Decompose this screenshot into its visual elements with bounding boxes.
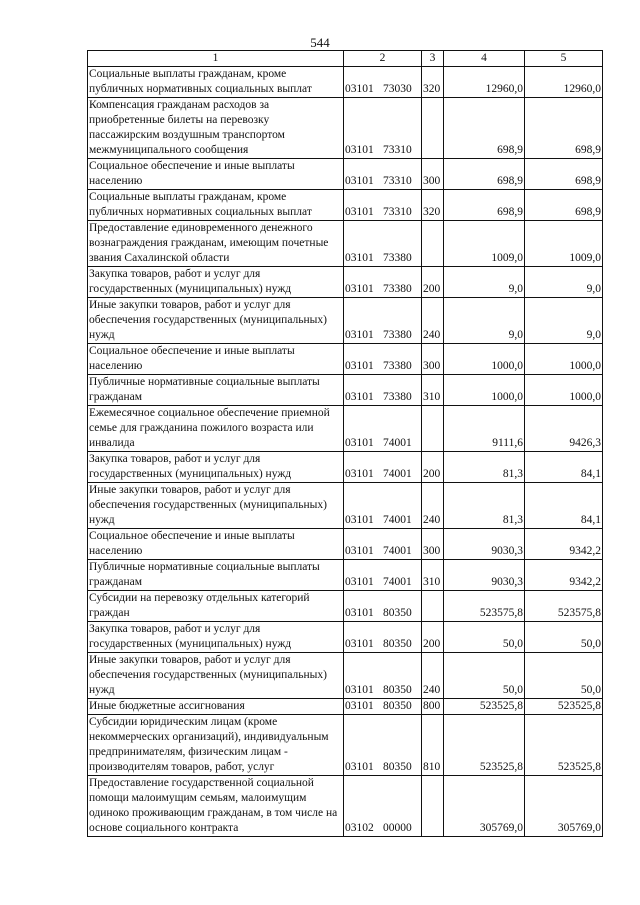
row-name: Социальное обеспечение и иные выплаты населению (88, 529, 344, 560)
header-col-2: 2 (344, 51, 422, 67)
row-code (344, 190, 422, 221)
table-row (88, 221, 603, 267)
row-expense-type: 300 (422, 344, 444, 375)
row-code-direction: 73380 (383, 391, 412, 403)
row-value-col4: 523525,8 (444, 715, 525, 776)
row-value-col4: 9111,6 (444, 406, 525, 452)
row-code-direction: 74001 (383, 514, 412, 526)
table-row (88, 375, 603, 406)
table-row (88, 699, 603, 715)
row-code-direction: 00000 (383, 822, 412, 834)
row-expense-type: 300 (422, 529, 444, 560)
table-body (88, 67, 603, 837)
row-value-col4: 9030,3 (444, 529, 525, 560)
row-code (344, 344, 422, 375)
row-value-col5: 9,0 (525, 267, 603, 298)
row-name: Социальное обеспечение и иные выплаты населению (88, 159, 344, 190)
row-code (344, 483, 422, 529)
row-value-col5: 698,9 (525, 159, 603, 190)
header-col-1: 1 (88, 51, 344, 67)
row-expense-type: 200 (422, 267, 444, 298)
header-col-4: 4 (444, 51, 525, 67)
row-name: Иные закупки товаров, работ и услуг для обеспечения государственных (муниципальных) нужд (88, 653, 344, 699)
row-value-col5: 305769,0 (525, 776, 603, 837)
table-row (88, 190, 603, 221)
row-code (344, 452, 422, 483)
row-code-direction: 73380 (383, 360, 412, 372)
row-name: Предоставление государственной социальной помощи малоимущим семьям, малоимущим одиноко проживающим гражданам, в том числе на основе социального контракта (88, 776, 344, 837)
row-value-col4: 523575,8 (444, 591, 525, 622)
row-code (344, 267, 422, 298)
row-expense-type: 200 (422, 452, 444, 483)
row-value-col4: 698,9 (444, 159, 525, 190)
row-code (344, 159, 422, 190)
table-row (88, 159, 603, 190)
row-value-col4: 12960,0 (444, 67, 525, 98)
table-row (88, 591, 603, 622)
row-code-direction: 73310 (383, 175, 412, 187)
table-row (88, 560, 603, 591)
row-value-col5: 50,0 (525, 653, 603, 699)
table-row (88, 67, 603, 98)
row-name: Иные закупки товаров, работ и услуг для обеспечения государственных (муниципальных) нужд (88, 298, 344, 344)
row-name: Закупка товаров, работ и услуг для государственных (муниципальных) нужд (88, 452, 344, 483)
row-code-direction: 74001 (383, 576, 412, 588)
table-row (88, 298, 603, 344)
header-col-3: 3 (422, 51, 444, 67)
header-row (88, 51, 603, 67)
row-value-col4: 50,0 (444, 653, 525, 699)
row-code (344, 591, 422, 622)
row-value-col4: 50,0 (444, 622, 525, 653)
row-name: Субсидии юридическим лицам (кроме некоммерческих организаций), индивидуальным предпринимателям, физическим лицам - производителям товаров, работ, услуг (88, 715, 344, 776)
row-value-col5: 523575,8 (525, 591, 603, 622)
row-code-program: 03101 (345, 437, 374, 449)
row-code-direction: 80350 (383, 684, 412, 696)
table-row (88, 98, 603, 159)
row-value-col5: 523525,8 (525, 715, 603, 776)
row-code-program: 03101 (345, 684, 374, 696)
row-value-col5: 698,9 (525, 98, 603, 159)
row-expense-type (422, 98, 444, 159)
row-value-col5: 1000,0 (525, 344, 603, 375)
row-value-col5: 84,1 (525, 452, 603, 483)
row-code (344, 715, 422, 776)
row-name: Предоставление единовременного денежного вознаграждения гражданам, имеющим почетные звания Сахалинской области (88, 221, 344, 267)
budget-table (87, 50, 603, 837)
row-code-direction: 74001 (383, 545, 412, 557)
row-code-direction: 73310 (383, 206, 412, 218)
row-code-program: 03101 (345, 468, 374, 480)
row-expense-type: 310 (422, 560, 444, 591)
row-code-program: 03101 (345, 175, 374, 187)
row-value-col4: 1009,0 (444, 221, 525, 267)
row-value-col4: 1000,0 (444, 344, 525, 375)
row-value-col4: 698,9 (444, 98, 525, 159)
row-value-col4: 698,9 (444, 190, 525, 221)
row-value-col5: 9342,2 (525, 529, 603, 560)
table-row (88, 344, 603, 375)
row-expense-type (422, 776, 444, 837)
row-value-col5: 12960,0 (525, 67, 603, 98)
row-code (344, 298, 422, 344)
row-expense-type: 300 (422, 159, 444, 190)
row-code (344, 98, 422, 159)
row-value-col4: 9,0 (444, 298, 525, 344)
table-row (88, 267, 603, 298)
row-code-program: 03101 (345, 360, 374, 372)
row-name: Иные закупки товаров, работ и услуг для обеспечения государственных (муниципальных) нужд (88, 483, 344, 529)
row-name: Закупка товаров, работ и услуг для государственных (муниципальных) нужд (88, 622, 344, 653)
row-code (344, 406, 422, 452)
row-code-program: 03101 (345, 283, 374, 295)
row-code-direction: 80350 (383, 607, 412, 619)
row-expense-type: 200 (422, 622, 444, 653)
row-code-direction: 80350 (383, 638, 412, 650)
row-code-program: 03101 (345, 391, 374, 403)
row-name: Публичные нормативные социальные выплаты гражданам (88, 375, 344, 406)
row-code-program: 03101 (345, 514, 374, 526)
page-number: 544 (310, 35, 330, 50)
row-value-col4: 9030,3 (444, 560, 525, 591)
row-name: Субсидии на перевозку отдельных категорий граждан (88, 591, 344, 622)
row-value-col4: 81,3 (444, 452, 525, 483)
row-code-program: 03101 (345, 329, 374, 341)
table-row (88, 776, 603, 837)
table-row (88, 622, 603, 653)
row-code (344, 67, 422, 98)
row-code-direction: 73030 (383, 83, 412, 95)
row-code-program: 03101 (345, 576, 374, 588)
row-expense-type: 310 (422, 375, 444, 406)
row-code-direction: 80350 (383, 761, 412, 773)
table-row (88, 653, 603, 699)
row-value-col5: 698,9 (525, 190, 603, 221)
row-code-program: 03101 (345, 252, 374, 264)
row-value-col5: 1009,0 (525, 221, 603, 267)
row-name: Публичные нормативные социальные выплаты гражданам (88, 560, 344, 591)
row-expense-type: 240 (422, 298, 444, 344)
row-expense-type: 240 (422, 483, 444, 529)
row-value-col5: 9342,2 (525, 560, 603, 591)
row-code (344, 622, 422, 653)
row-expense-type (422, 406, 444, 452)
row-expense-type (422, 591, 444, 622)
row-code-direction: 73380 (383, 252, 412, 264)
header-col-5: 5 (525, 51, 603, 67)
row-code-program: 03101 (345, 144, 374, 156)
row-value-col4: 9,0 (444, 267, 525, 298)
row-value-col5: 50,0 (525, 622, 603, 653)
row-name: Ежемесячное социальное обеспечение приемной семье для гражданина пожилого возраста или инвалида (88, 406, 344, 452)
row-code (344, 653, 422, 699)
row-expense-type: 320 (422, 190, 444, 221)
row-code-program: 03101 (345, 638, 374, 650)
row-code-program: 03101 (345, 700, 374, 712)
table-row (88, 715, 603, 776)
row-code-direction: 73380 (383, 329, 412, 341)
table-row (88, 406, 603, 452)
row-expense-type: 800 (422, 699, 444, 715)
row-name: Социальные выплаты гражданам, кроме публичных нормативных социальных выплат (88, 190, 344, 221)
row-code-program: 03102 (345, 822, 374, 834)
row-value-col5: 9,0 (525, 298, 603, 344)
row-code-direction: 80350 (383, 700, 412, 712)
row-value-col4: 523525,8 (444, 699, 525, 715)
row-expense-type (422, 221, 444, 267)
row-name: Социальное обеспечение и иные выплаты населению (88, 344, 344, 375)
row-value-col5: 84,1 (525, 483, 603, 529)
row-name: Компенсация гражданам расходов за приобретенные билеты на перевозку пассажирским воздушным транспортом межмуниципального сообщения (88, 98, 344, 159)
row-name: Иные бюджетные ассигнования (88, 699, 344, 715)
row-code (344, 776, 422, 837)
table-row (88, 483, 603, 529)
table-row (88, 452, 603, 483)
row-expense-type: 810 (422, 715, 444, 776)
row-code-program: 03101 (345, 545, 374, 557)
row-code-program: 03101 (345, 761, 374, 773)
row-value-col4: 1000,0 (444, 375, 525, 406)
row-value-col4: 305769,0 (444, 776, 525, 837)
row-code (344, 699, 422, 715)
row-code (344, 375, 422, 406)
row-value-col5: 1000,0 (525, 375, 603, 406)
table-row (88, 529, 603, 560)
row-code-direction: 74001 (383, 437, 412, 449)
row-name: Социальные выплаты гражданам, кроме публичных нормативных социальных выплат (88, 67, 344, 98)
row-code (344, 529, 422, 560)
row-expense-type: 240 (422, 653, 444, 699)
row-code-direction: 73380 (383, 283, 412, 295)
row-code (344, 560, 422, 591)
row-value-col5: 523525,8 (525, 699, 603, 715)
row-code-direction: 74001 (383, 468, 412, 480)
row-code (344, 221, 422, 267)
row-code-program: 03101 (345, 607, 374, 619)
row-code-program: 03101 (345, 206, 374, 218)
row-name: Закупка товаров, работ и услуг для государственных (муниципальных) нужд (88, 267, 344, 298)
row-code-direction: 73310 (383, 144, 412, 156)
row-expense-type: 320 (422, 67, 444, 98)
row-value-col5: 9426,3 (525, 406, 603, 452)
row-value-col4: 81,3 (444, 483, 525, 529)
row-code-program: 03101 (345, 83, 374, 95)
